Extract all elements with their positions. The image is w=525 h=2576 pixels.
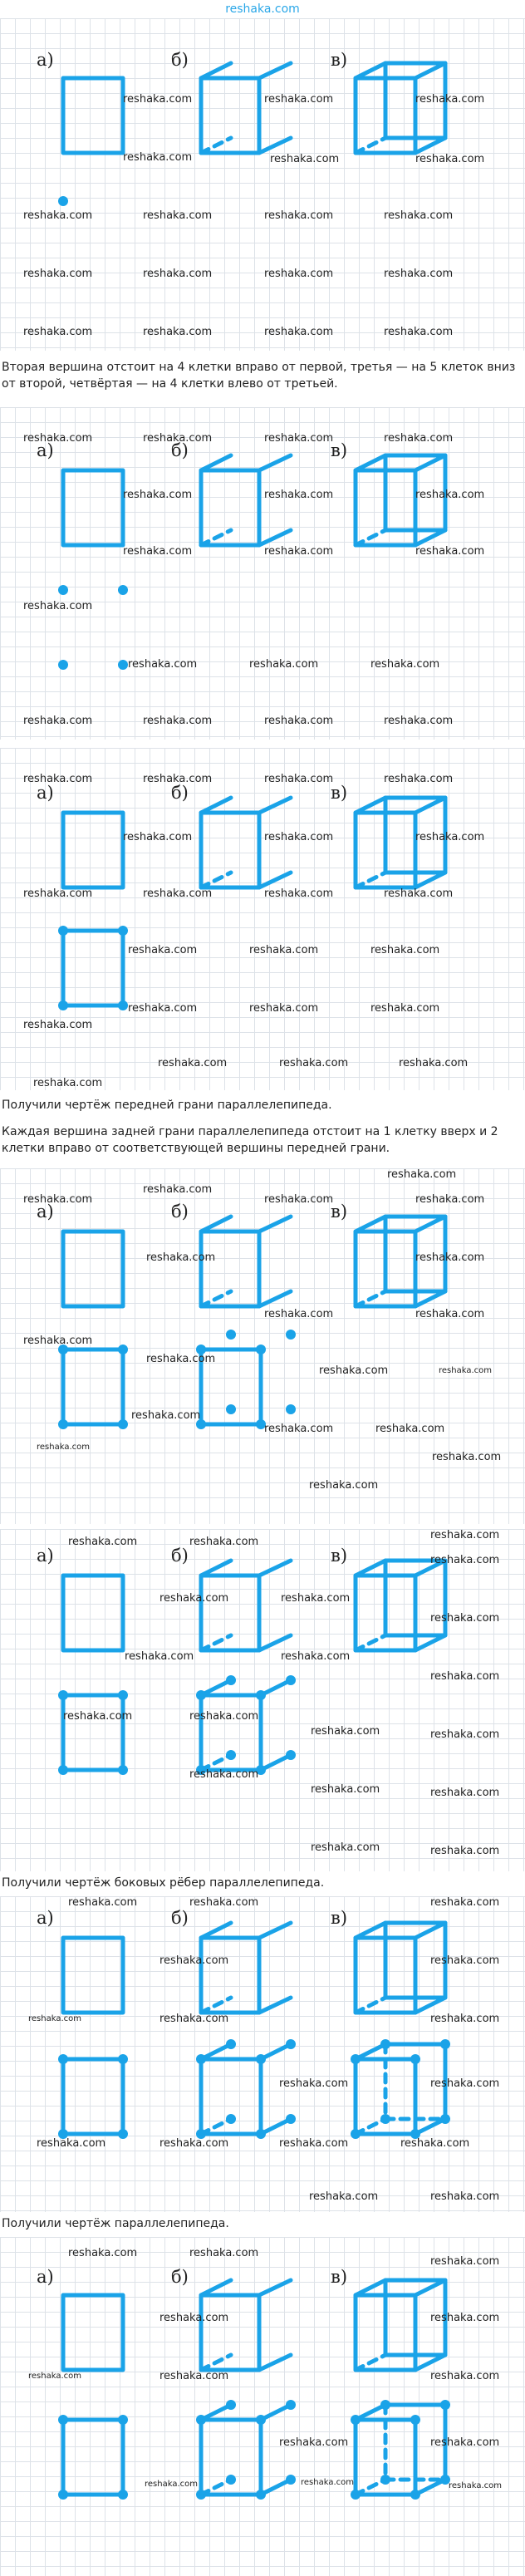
watermark: reshaka.com bbox=[400, 2137, 470, 2150]
figures-2 bbox=[0, 407, 525, 740]
watermark: reshaka.com bbox=[264, 93, 334, 106]
watermark: reshaka.com bbox=[384, 268, 454, 280]
watermark: reshaka.com bbox=[189, 2247, 259, 2259]
watermark: reshaka.com bbox=[23, 268, 93, 280]
watermark: reshaka.com bbox=[249, 658, 319, 671]
figures-6 bbox=[0, 1896, 525, 2212]
watermark: reshaka.com bbox=[384, 326, 454, 338]
watermark: reshaka.com bbox=[430, 2370, 500, 2382]
watermark: reshaka.com bbox=[143, 887, 213, 900]
watermark: reshaka.com bbox=[264, 715, 334, 727]
watermark: reshaka.com bbox=[370, 658, 440, 671]
watermark: reshaka.com bbox=[128, 658, 198, 671]
watermark: reshaka.com bbox=[146, 1353, 216, 1365]
watermark: reshaka.com bbox=[189, 1768, 259, 1781]
figures-7 bbox=[0, 2237, 525, 2576]
watermark: reshaka.com bbox=[28, 2372, 81, 2381]
label-b: б) bbox=[171, 440, 189, 460]
watermark: reshaka.com bbox=[430, 1728, 500, 1741]
watermark: reshaka.com bbox=[449, 2481, 502, 2490]
watermark: reshaka.com bbox=[189, 1710, 259, 1723]
figure-b-front bbox=[201, 78, 259, 153]
figures-5 bbox=[0, 1529, 525, 1871]
figure-a-rect bbox=[63, 470, 123, 545]
label-b: б) bbox=[171, 783, 189, 803]
watermark: reshaka.com bbox=[23, 887, 93, 900]
label-b: б) bbox=[171, 50, 189, 70]
watermark: reshaka.com bbox=[415, 153, 485, 165]
watermark: reshaka.com bbox=[281, 1650, 351, 1663]
watermark: reshaka.com bbox=[384, 887, 454, 900]
watermark: reshaka.com bbox=[279, 2137, 349, 2150]
watermark: reshaka.com bbox=[249, 1002, 319, 1015]
watermark: reshaka.com bbox=[264, 773, 334, 785]
watermark: reshaka.com bbox=[143, 773, 213, 785]
watermark: reshaka.com bbox=[159, 1592, 229, 1605]
watermark: reshaka.com bbox=[123, 545, 193, 558]
watermark: reshaka.com bbox=[415, 93, 485, 106]
watermark: reshaka.com bbox=[159, 1954, 229, 1967]
watermark: reshaka.com bbox=[158, 1057, 228, 1069]
label-v: в) bbox=[331, 783, 348, 803]
watermark: reshaka.com bbox=[145, 2480, 198, 2489]
watermark: reshaka.com bbox=[311, 1725, 380, 1738]
watermark: reshaka.com bbox=[439, 1366, 492, 1375]
watermark: reshaka.com bbox=[264, 209, 334, 222]
watermark: reshaka.com bbox=[370, 944, 440, 956]
label-b: б) bbox=[171, 1202, 189, 1222]
watermark: reshaka.com bbox=[430, 2312, 500, 2324]
watermark: reshaka.com bbox=[370, 1002, 440, 1015]
watermark: reshaka.com bbox=[123, 489, 193, 501]
label-v: в) bbox=[331, 2267, 348, 2287]
watermark: reshaka.com bbox=[123, 93, 193, 106]
caption-4: Получили чертёж боковых рёбер параллелепипеда. bbox=[0, 1875, 525, 1893]
label-v: в) bbox=[331, 440, 348, 460]
watermark: reshaka.com bbox=[415, 489, 485, 501]
watermark: reshaka.com bbox=[264, 432, 334, 445]
vertex-dot bbox=[58, 196, 68, 206]
watermark: reshaka.com bbox=[430, 1896, 500, 1909]
watermark: reshaka.com bbox=[159, 2312, 229, 2324]
watermark: reshaka.com bbox=[415, 1251, 485, 1264]
watermark: reshaka.com bbox=[159, 2137, 229, 2150]
label-v: в) bbox=[331, 50, 348, 70]
watermark: reshaka.com bbox=[279, 2077, 349, 2090]
watermark: reshaka.com bbox=[430, 2077, 500, 2090]
watermark: reshaka.com bbox=[23, 209, 93, 222]
watermark: reshaka.com bbox=[387, 1168, 457, 1181]
watermark: reshaka.com bbox=[279, 1057, 349, 1069]
watermark: reshaka.com bbox=[264, 1423, 334, 1435]
watermark: reshaka.com bbox=[432, 1451, 502, 1463]
watermark: reshaka.com bbox=[23, 773, 93, 785]
watermark: reshaka.com bbox=[264, 268, 334, 280]
figures-1 bbox=[0, 18, 525, 351]
watermark: reshaka.com bbox=[430, 2436, 500, 2449]
label-v: в) bbox=[331, 1546, 348, 1566]
watermark: reshaka.com bbox=[399, 1057, 469, 1069]
label-v: в) bbox=[331, 1908, 348, 1928]
label-v: в) bbox=[331, 1202, 348, 1222]
watermark: reshaka.com bbox=[264, 489, 334, 501]
watermark: reshaka.com bbox=[430, 1845, 500, 1857]
watermark: reshaka.com bbox=[415, 831, 485, 843]
label-b: б) bbox=[171, 1546, 189, 1566]
watermark: reshaka.com bbox=[309, 2190, 379, 2203]
label-a: а) bbox=[37, 50, 54, 70]
vertex-dots bbox=[58, 585, 128, 670]
watermark: reshaka.com bbox=[68, 2247, 138, 2259]
label-a: а) bbox=[37, 1546, 54, 1566]
step-1 bbox=[0, 18, 525, 351]
watermark: reshaka.com bbox=[281, 1592, 351, 1605]
watermark: reshaka.com bbox=[384, 715, 454, 727]
watermark: reshaka.com bbox=[430, 1670, 500, 1683]
label-a: а) bbox=[37, 2267, 54, 2287]
step-5 bbox=[0, 1529, 525, 1871]
label-a: а) bbox=[37, 1202, 54, 1222]
watermark: reshaka.com bbox=[430, 2190, 500, 2203]
watermark: reshaka.com bbox=[384, 432, 454, 445]
watermark: reshaka.com bbox=[123, 151, 193, 164]
site-logo-text: reshaka.com bbox=[225, 2, 300, 16]
watermark: reshaka.com bbox=[33, 1077, 103, 1089]
watermark: reshaka.com bbox=[264, 326, 334, 338]
step-6 bbox=[0, 1896, 525, 2212]
watermark: reshaka.com bbox=[384, 773, 454, 785]
step-2 bbox=[0, 407, 525, 740]
watermark: reshaka.com bbox=[279, 2436, 349, 2449]
watermark: reshaka.com bbox=[264, 545, 334, 558]
watermark: reshaka.com bbox=[23, 1019, 93, 1031]
caption-1: Вторая вершина отстоит на 4 клетки вправо от первой, третья — на 5 клеток вниз от второй, четвёртая — на 4 клетки влево от третьей. bbox=[0, 359, 525, 399]
watermark: reshaka.com bbox=[430, 1554, 500, 1566]
watermark: reshaka.com bbox=[311, 1841, 380, 1854]
watermark: reshaka.com bbox=[23, 432, 93, 445]
watermark: reshaka.com bbox=[159, 2013, 229, 2025]
watermark: reshaka.com bbox=[23, 326, 93, 338]
watermark: reshaka.com bbox=[264, 1308, 334, 1320]
watermark: reshaka.com bbox=[159, 2370, 229, 2382]
watermark: reshaka.com bbox=[264, 1193, 334, 1206]
watermark: reshaka.com bbox=[189, 1896, 259, 1909]
label-b: б) bbox=[171, 1908, 189, 1928]
watermark: reshaka.com bbox=[270, 153, 340, 165]
watermark: reshaka.com bbox=[430, 1529, 500, 1541]
watermark: reshaka.com bbox=[264, 887, 334, 900]
step-7 bbox=[0, 2237, 525, 2576]
label-b: б) bbox=[171, 2267, 189, 2287]
watermark: reshaka.com bbox=[430, 2013, 500, 2025]
step-4 bbox=[0, 1168, 525, 1524]
watermark: reshaka.com bbox=[189, 1536, 259, 1548]
label-a: а) bbox=[37, 1908, 54, 1928]
watermark: reshaka.com bbox=[23, 1335, 93, 1347]
label-a: а) bbox=[37, 440, 54, 460]
watermark: reshaka.com bbox=[68, 1536, 138, 1548]
watermark: reshaka.com bbox=[28, 2014, 81, 2023]
front-face bbox=[63, 931, 123, 1005]
caption-3: Каждая вершина задней грани параллелепипеда отстоит на 1 клетку вверх и 2 клетки вправо от соответствующей вершины передней грани. bbox=[0, 1123, 525, 1162]
watermark: reshaka.com bbox=[430, 2255, 500, 2268]
caption-2: Получили чертёж передней грани параллелепипеда. bbox=[0, 1097, 525, 1115]
watermark: reshaka.com bbox=[143, 209, 213, 222]
watermark: reshaka.com bbox=[430, 1612, 500, 1625]
watermark: reshaka.com bbox=[23, 715, 93, 727]
watermark: reshaka.com bbox=[23, 600, 93, 612]
watermark: reshaka.com bbox=[23, 1193, 93, 1206]
watermark: reshaka.com bbox=[143, 432, 213, 445]
watermark: reshaka.com bbox=[123, 831, 193, 843]
watermark: reshaka.com bbox=[311, 1783, 380, 1796]
watermark: reshaka.com bbox=[131, 1409, 201, 1422]
watermark: reshaka.com bbox=[309, 1479, 379, 1492]
watermark: reshaka.com bbox=[143, 268, 213, 280]
watermark: reshaka.com bbox=[37, 2137, 106, 2150]
watermark: reshaka.com bbox=[415, 545, 485, 558]
watermark: reshaka.com bbox=[63, 1710, 133, 1723]
watermark: reshaka.com bbox=[128, 1002, 198, 1015]
watermark: reshaka.com bbox=[249, 944, 319, 956]
watermark: reshaka.com bbox=[37, 1443, 90, 1452]
watermark: reshaka.com bbox=[384, 209, 454, 222]
caption-5: Получили чертёж параллелепипеда. bbox=[0, 2215, 525, 2234]
watermark: reshaka.com bbox=[415, 1308, 485, 1320]
watermark: reshaka.com bbox=[128, 944, 198, 956]
label-a: а) bbox=[37, 783, 54, 803]
watermark: reshaka.com bbox=[319, 1364, 389, 1377]
step-3 bbox=[0, 748, 525, 1090]
watermark: reshaka.com bbox=[264, 831, 334, 843]
watermark: reshaka.com bbox=[143, 715, 213, 727]
watermark: reshaka.com bbox=[430, 1954, 500, 1967]
watermark: reshaka.com bbox=[143, 1183, 213, 1196]
watermark: reshaka.com bbox=[125, 1650, 194, 1663]
watermark: reshaka.com bbox=[68, 1896, 138, 1909]
watermark: reshaka.com bbox=[146, 1251, 216, 1264]
figures-3 bbox=[0, 748, 525, 1090]
watermark: reshaka.com bbox=[430, 1787, 500, 1799]
watermark: reshaka.com bbox=[415, 1193, 485, 1206]
site-header bbox=[0, 0, 525, 18]
watermark: reshaka.com bbox=[143, 326, 213, 338]
watermark: reshaka.com bbox=[301, 2478, 354, 2487]
figure-a-rect bbox=[63, 78, 123, 153]
watermark: reshaka.com bbox=[375, 1423, 445, 1435]
